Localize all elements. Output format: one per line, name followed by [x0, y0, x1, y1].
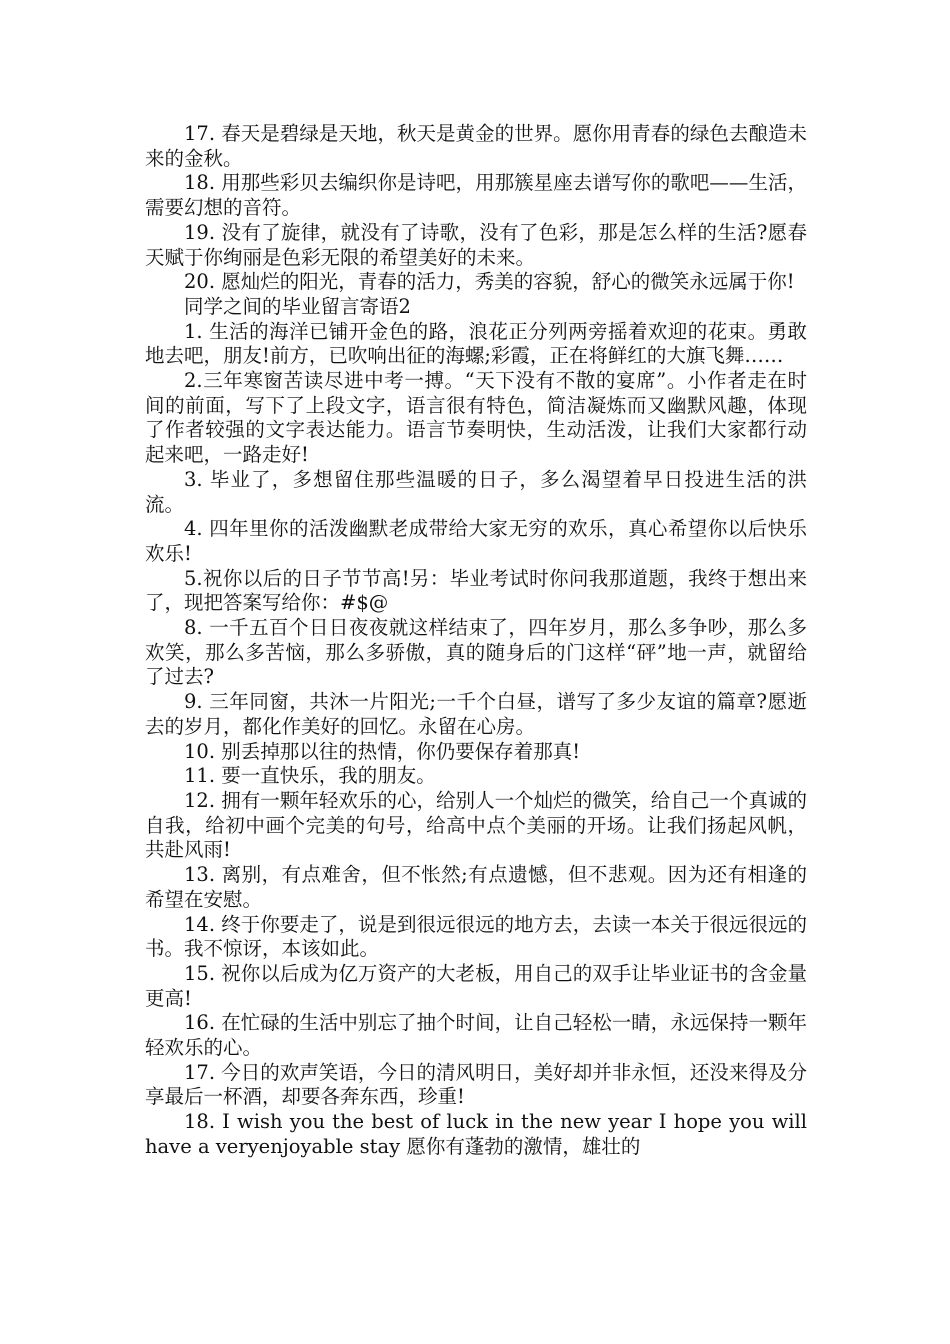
section-heading: 同学之间的毕业留言寄语2 — [184, 294, 411, 318]
paragraph-item-8: 8. 一千五百个日日夜夜就这样结束了，四年岁月，那么多争吵，那么多欢笑，那么多苦恼，那么多骄傲，真的随身后的门这样“砰”地一声，就留给了过去? — [145, 616, 807, 689]
paragraph-item-4: 4. 四年里你的活泼幽默老成带给大家无穷的欢乐，真心希望你以后快乐欢乐! — [145, 517, 807, 565]
paragraph-item-5: 5.祝你以后的日子节节高!另：毕业考试时你问我那道题，我终于想出来了，现把答案写给你：#$@ — [145, 566, 807, 615]
paragraph-item-14: 14. 终于你要走了，说是到很远很远的地方去，去读一本关于很远很远的书。我不惊讶，本该如此。 — [145, 912, 807, 961]
paragraph-item-1: 1. 生活的海洋已铺开金色的路，浪花正分列两旁摇着欢迎的花束。勇敢地去吧，朋友!前方，已吹响出征的海螺;彩霞，正在将鲜红的大旗飞舞…… — [145, 319, 807, 368]
paragraph-item-9: 9. 三年同窗，共沐一片阳光;一千个白昼，谱写了多少友谊的篇章?愿逝去的岁月，都化作美好的回忆。永留在心房。 — [145, 690, 807, 738]
paragraph-item-2: 2.三年寒窗苦读尽进中考一搏。“天下没有不散的宴席”。小作者走在时间的前面，写下了上段文字，语言很有特色，简洁凝炼而又幽默风趣，体现了作者较强的文字表达能力。语言节奏明快，生动活泼，让我们大家都行动起来吧，一路走好! — [145, 369, 807, 467]
paragraph-item-13: 13. 离别，有点难舍，但不怅然;有点遗憾，但不悲观。因为还有相逢的希望在安慰。 — [145, 863, 807, 911]
paragraph-item-17: 17. 春天是碧绿是天地，秋天是黄金的世界。愿你用青春的绿色去酿造未来的金秋。 — [145, 122, 807, 170]
paragraph-item-15: 15. 祝你以后成为亿万资产的大老板，用自己的双手让毕业证书的含金量更高! — [145, 961, 807, 1010]
paragraph-item-18b: 18. I wish you the best of luck in the new year I hope you will have a veryenjoyable stay 愿你有蓬勃的激情，雄壮的 — [145, 1110, 807, 1158]
paragraph-item-20: 20. 愿灿烂的阳光，青春的活力，秀美的容貌，舒心的微笑永远属于你! — [184, 270, 795, 294]
paragraph-item-10: 10. 别丢掉那以往的热情，你仍要保存着那真! — [184, 739, 581, 763]
paragraph-item-12: 12. 拥有一颗年轻欢乐的心，给别人一个灿烂的微笑，给自己一个真诚的自我，给初中画个完美的句号，给高中点个美丽的开场。让我们扬起风帆，共赴风雨! — [145, 788, 807, 862]
paragraph-item-16: 16. 在忙碌的生活中别忘了抽个时间，让自己轻松一睛，永远保持一颗年轻欢乐的心。 — [145, 1011, 807, 1060]
paragraph-item-3: 3. 毕业了，多想留住那些温暖的日子，多么渴望着早日投进生活的洪流。 — [145, 467, 807, 516]
paragraph-item-17b: 17. 今日的欢声笑语，今日的清风明日，美好却并非永恒，还没来得及分享最后一杯酒，却要各奔东西，珍重! — [145, 1060, 807, 1109]
document-body — [145, 122, 807, 1160]
paragraph-item-19: 19. 没有了旋律，就没有了诗歌，没有了色彩，那是怎么样的生活?愿春天赋于你绚丽是色彩无限的希望美好的未来。 — [145, 220, 807, 269]
paragraph-item-11: 11. 要一直快乐，我的朋友。 — [184, 764, 436, 788]
paragraph-item-18: 18. 用那些彩贝去编织你是诗吧，用那簇星座去谱写你的歌吧——生活，需要幻想的音符。 — [145, 171, 807, 220]
